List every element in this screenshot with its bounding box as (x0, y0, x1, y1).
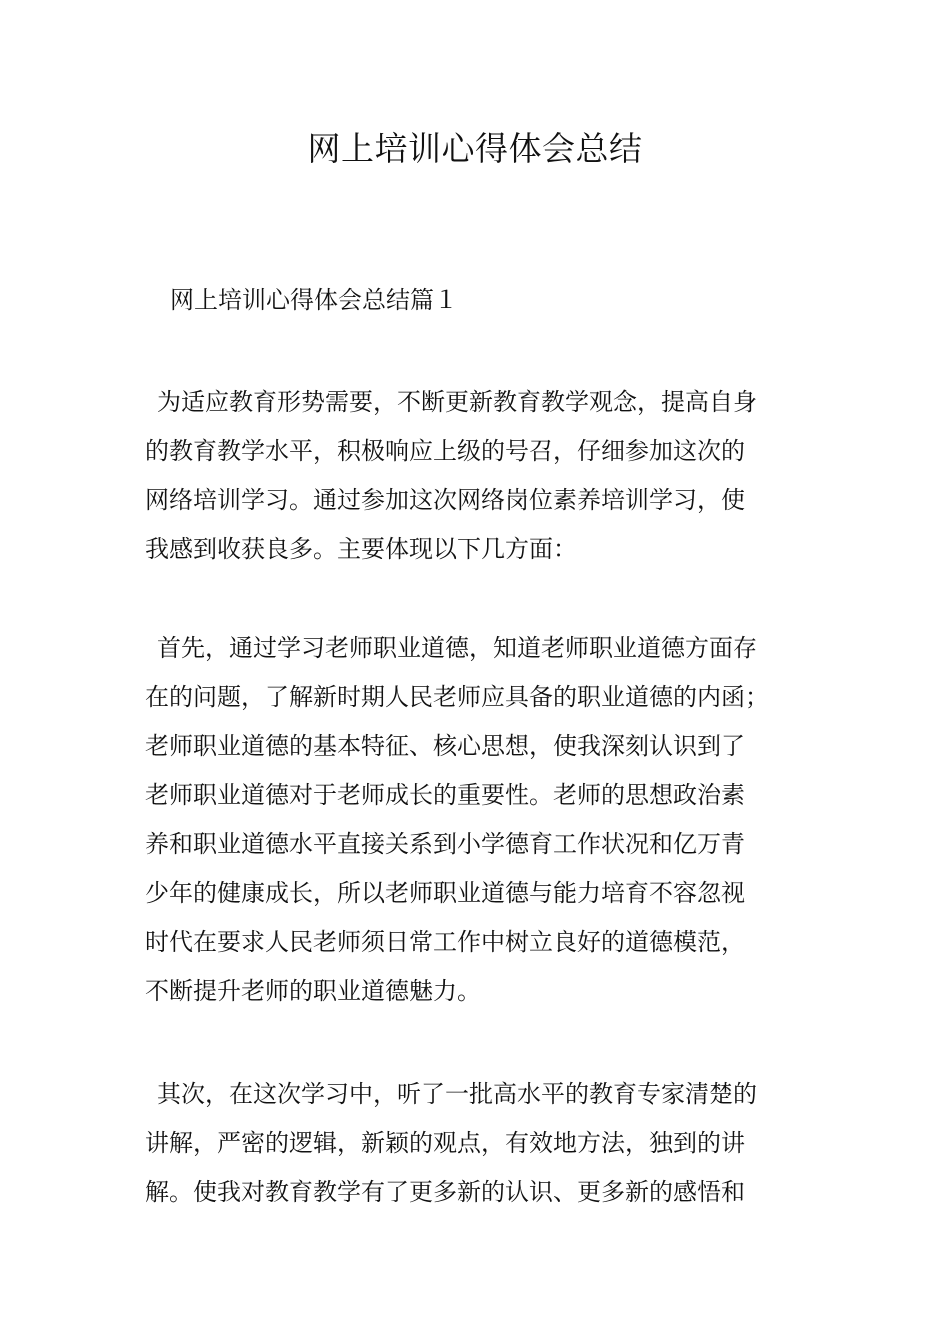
paragraph-line: 老师职业道德的基本特征、核心思想，使我深刻认识到了 (145, 732, 745, 760)
paragraph-line: 养和职业道德水平直接关系到小学德育工作状况和亿万青 (145, 830, 745, 858)
paragraph-3 (145, 1070, 810, 1217)
paragraph-2 (145, 624, 810, 1016)
paragraph-line: 网络培训学习。通过参加这次网络岗位素养培训学习，使 (145, 486, 745, 514)
paragraph-line: 的教育教学水平，积极响应上级的号召，仔细参加这次的 (145, 437, 745, 465)
paragraph-line: 不断提升老师的职业道德魅力。 (145, 977, 481, 1005)
paragraph-line: 其次，在这次学习中，听了一批高水平的教育专家清楚的 (157, 1080, 757, 1108)
paragraph-line: 老师职业道德对于老师成长的重要性。老师的思想政治素 (145, 781, 745, 809)
paragraph-line: 解。使我对教育教学有了更多新的认识、更多新的感悟和 (145, 1178, 745, 1206)
paragraph-line: 讲解，严密的逻辑，新颖的观点，有效地方法，独到的讲 (145, 1129, 745, 1157)
paragraph-line: 我感到收获良多。主要体现以下几方面： (145, 535, 577, 563)
paragraph-line: 首先，通过学习老师职业道德，知道老师职业道德方面存 (157, 634, 757, 662)
paragraph-1 (145, 378, 810, 574)
paragraph-line: 在的问题，了解新时期人民老师应具备的职业道德的内函； (145, 683, 769, 711)
section-heading: 网上培训心得体会总结篇１ (170, 286, 458, 314)
paragraph-line: 为适应教育形势需要，不断更新教育教学观念，提高自身 (157, 388, 757, 416)
paragraph-line: 时代在要求人民老师须日常工作中树立良好的道德模范， (145, 928, 745, 956)
paragraph-line: 少年的健康成长，所以老师职业道德与能力培育不容忽视 (145, 879, 745, 907)
document-title: 网上培训心得体会总结 (307, 129, 643, 168)
